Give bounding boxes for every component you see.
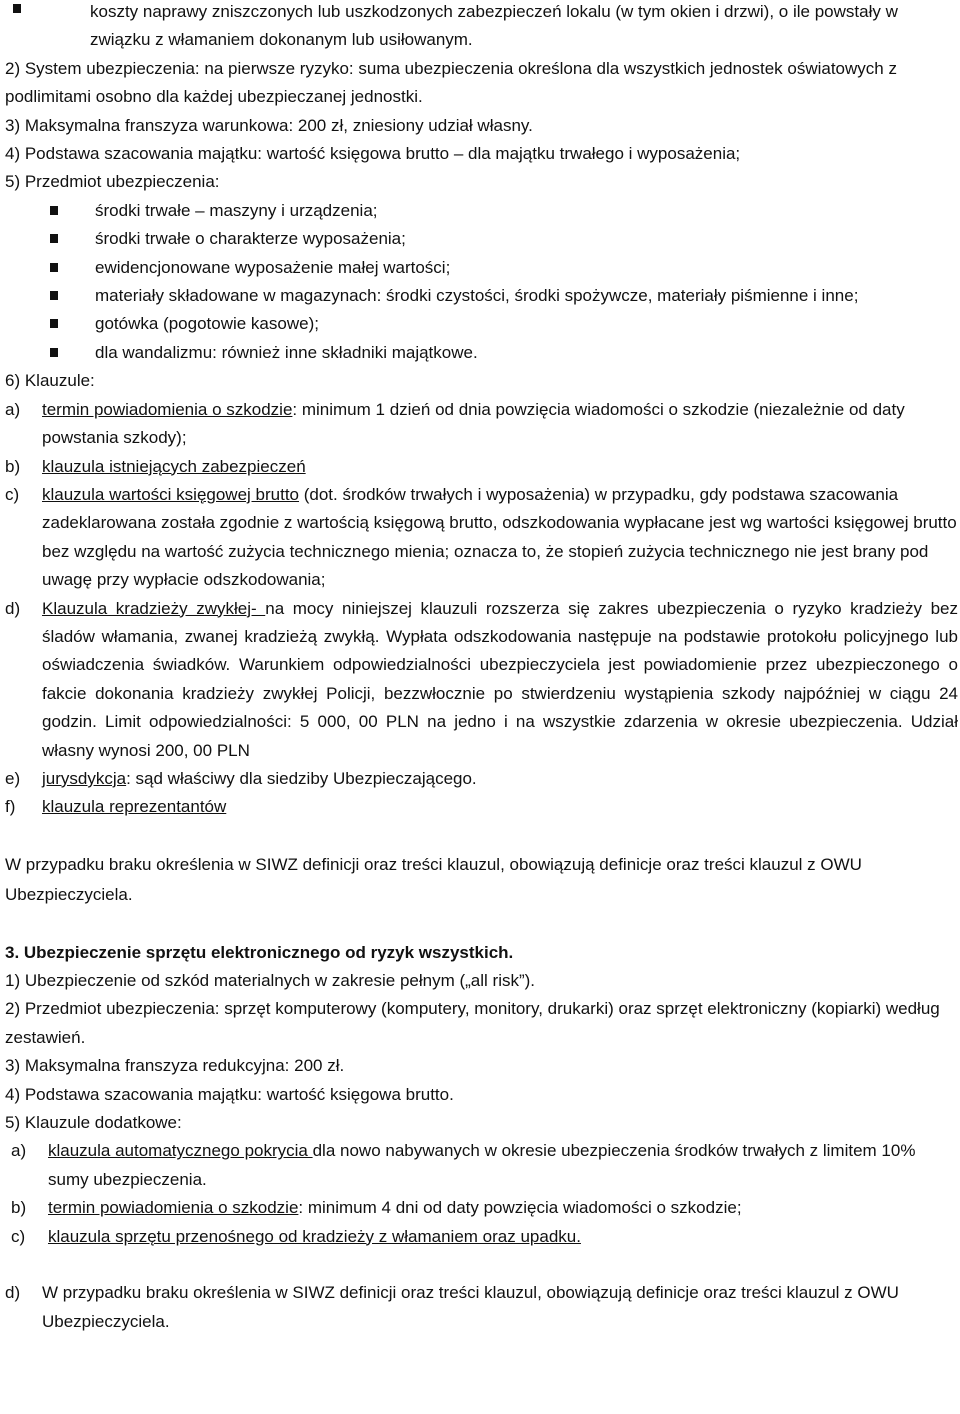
- square-bullet-icon: [13, 4, 21, 13]
- square-bullet-icon: [50, 319, 58, 328]
- list-item-text: gotówka (pogotowie kasowe);: [95, 314, 319, 334]
- clause-text: na mocy niniejszej klauzuli rozszerza się zakres ubezpieczenia o ryzyko kradzieży bez śladów włamania, zwanej kradzieżą zwykłą. Wypłata odszkodowania następuje na podstawie protokołu policyjnego lub oświadczenia świadków. Warunkiem odpowiedzialności ubezpieczyciela jest powiadomienie przez ubezpieczonego o fakcie dokonania kradzieży zwykłej Policji, bezzwłocznie po stwierdzeniu wystąpienia szkody najpóźniej w ciągu 24 godzin. Limit odpowiedzialności: 5 000, 00 PLN na jedno i na wszystkie zdarzenia w okresie ubezpieczenia. Udział własny wynosi 200, 00 PLN: [42, 598, 958, 760]
- list-item-text: koszty naprawy zniszczonych lub uszkodzonych zabezpieczeń lokalu (w tym okien i drzwi), o ile powstały w związku z włamaniem dokonanym lub usiłowanym.: [90, 2, 898, 50]
- list-letter: d): [5, 1283, 21, 1303]
- list-letter: b): [11, 1198, 27, 1218]
- square-bullet-icon: [50, 291, 58, 300]
- list-item-text: środki trwałe o charakterze wyposażenia;: [95, 229, 406, 249]
- list-item: [5, 197, 958, 225]
- clause-item-d: [5, 1279, 958, 1336]
- clause-text: : sąd właściwy dla siedziby Ubezpieczającego.: [126, 768, 477, 788]
- list-letter: a): [5, 399, 21, 419]
- clause-title: klauzula sprzętu przenośnego od kradzieży z włamaniem oraz upadku.: [48, 1226, 581, 1246]
- list-item: [5, 0, 958, 55]
- list-letter: f): [5, 797, 16, 817]
- list-item-text: środki trwałe – maszyny i urządzenia;: [95, 200, 378, 220]
- square-bullet-icon: [50, 348, 58, 357]
- clause-text: (dot. środków trwałych i wyposażenia) w przypadku, gdy podstawa szacowania zadeklarowana została zgodnie z wartością księgową brutto, odszkodowania wypłacane jest wg wartości księgowej brutto bez względu na wartość zużycia technicznego mienia; oznacza to, że stopień zużycia technicznego nie jest brany pod uwagę przy wypłacie odszkodowania;: [42, 484, 957, 590]
- paragraph-franchise: 3) Maksymalna franszyza warunkowa: 200 zł, zniesiony udział własny.: [5, 115, 533, 135]
- square-bullet-icon: [50, 206, 58, 215]
- spacer: [5, 910, 958, 938]
- paragraph-valuation: 4) Podstawa szacowania majątku: wartość księgowa brutto.: [5, 1084, 454, 1104]
- paragraph-system: 2) System ubezpieczenia: na pierwsze ryzyko: suma ubezpieczenia określona dla wszystkich jednostek oświatowych z podlimitami osobno dla każdej ubezpieczanej jednostki.: [5, 58, 897, 107]
- list-item: [5, 225, 958, 253]
- list-item: [5, 339, 958, 367]
- list-item-text: materiały składowane w magazynach: środki czystości, środki spożywcze, materiały piśmienne i inne;: [95, 286, 859, 306]
- paragraph-subject-electronic: 2) Przedmiot ubezpieczenia: sprzęt komputerowy (komputery, monitory, drukarki) oraz sprzęt elektroniczny (kopiarki) według zestawień.: [5, 999, 940, 1047]
- list-item-text: ewidencjonowane wyposażenie małej wartości;: [95, 257, 451, 277]
- paragraph-valuation-basis: 4) Podstawa szacowania majątku: wartość księgowa brutto – dla majątku trwałego i wyposażenia;: [5, 144, 741, 164]
- list-letter: d): [5, 598, 21, 618]
- clause-text: : minimum 1 dzień od dnia powzięcia wiadomości o szkodzie (niezależnie od daty powstania szkody);: [42, 399, 905, 448]
- clause-text: : minimum 4 dni od daty powzięcia wiadomości o szkodzie;: [298, 1198, 742, 1218]
- clause-title: Klauzula kradzieży zwykłej-: [42, 598, 266, 618]
- spacer: [5, 1251, 958, 1279]
- clause-item-b: [5, 1194, 958, 1222]
- list-letter: e): [5, 768, 21, 788]
- clause-title: jurysdykcja: [42, 768, 127, 788]
- clause-title: termin powiadomienia o szkodzie: [48, 1198, 299, 1218]
- list-letter: a): [11, 1141, 27, 1161]
- list-item: [5, 254, 958, 282]
- clause-text: W przypadku braku określenia w SIWZ definicji oraz treści klauzul, obowiązują definicje oraz treści klauzul z OWU Ubezpieczyciela.: [42, 1283, 899, 1331]
- spacer: [5, 822, 958, 850]
- paragraph-note: W przypadku braku określenia w SIWZ definicji oraz treści klauzul, obowiązują definicje oraz treści klauzul z OWU Ubezpieczyciela.: [5, 855, 862, 905]
- paragraph-franchise-reduction: 3) Maksymalna franszyza redukcyjna: 200 zł.: [5, 1056, 345, 1076]
- clause-item-a: [5, 1137, 958, 1194]
- section-heading: 3. Ubezpieczenie sprzętu elektronicznego od ryzyk wszystkich.: [5, 942, 514, 962]
- clause-item-a: [5, 396, 958, 453]
- clause-item-b: [5, 453, 958, 481]
- paragraph-scope: 1) Ubezpieczenie od szkód materialnych w zakresie pełnym („all risk”).: [5, 970, 536, 990]
- clause-item-e: [5, 765, 958, 793]
- clause-item-d: [5, 595, 958, 765]
- list-letter: c): [11, 1226, 26, 1246]
- clause-item-c: [5, 481, 958, 595]
- clause-item-f: [5, 793, 958, 821]
- clause-title: klauzula reprezentantów: [42, 797, 227, 817]
- list-letter: c): [5, 484, 20, 504]
- clause-item-c: [5, 1223, 958, 1251]
- clause-title: termin powiadomienia o szkodzie: [42, 399, 293, 419]
- list-letter: b): [5, 456, 21, 476]
- square-bullet-icon: [50, 234, 58, 243]
- list-item: [5, 310, 958, 338]
- clause-text: dla nowo nabywanych w okresie ubezpieczenia środków trwałych z limitem 10% sumy ubezpieczenia.: [48, 1141, 916, 1189]
- clause-title: klauzula automatycznego pokrycia: [48, 1141, 313, 1161]
- paragraph-additional-clauses: 5) Klauzule dodatkowe:: [5, 1113, 182, 1132]
- paragraph-subject: 5) Przedmiot ubezpieczenia:: [5, 172, 220, 192]
- square-bullet-icon: [50, 263, 58, 272]
- clause-title: klauzula wartości księgowej brutto: [42, 484, 300, 504]
- list-item: [5, 282, 958, 310]
- paragraph-clauses: 6) Klauzule:: [5, 371, 95, 391]
- clause-title: klauzula istniejących zabezpieczeń: [42, 456, 306, 476]
- list-item-text: dla wandalizmu: również inne składniki majątkowe.: [95, 342, 478, 362]
